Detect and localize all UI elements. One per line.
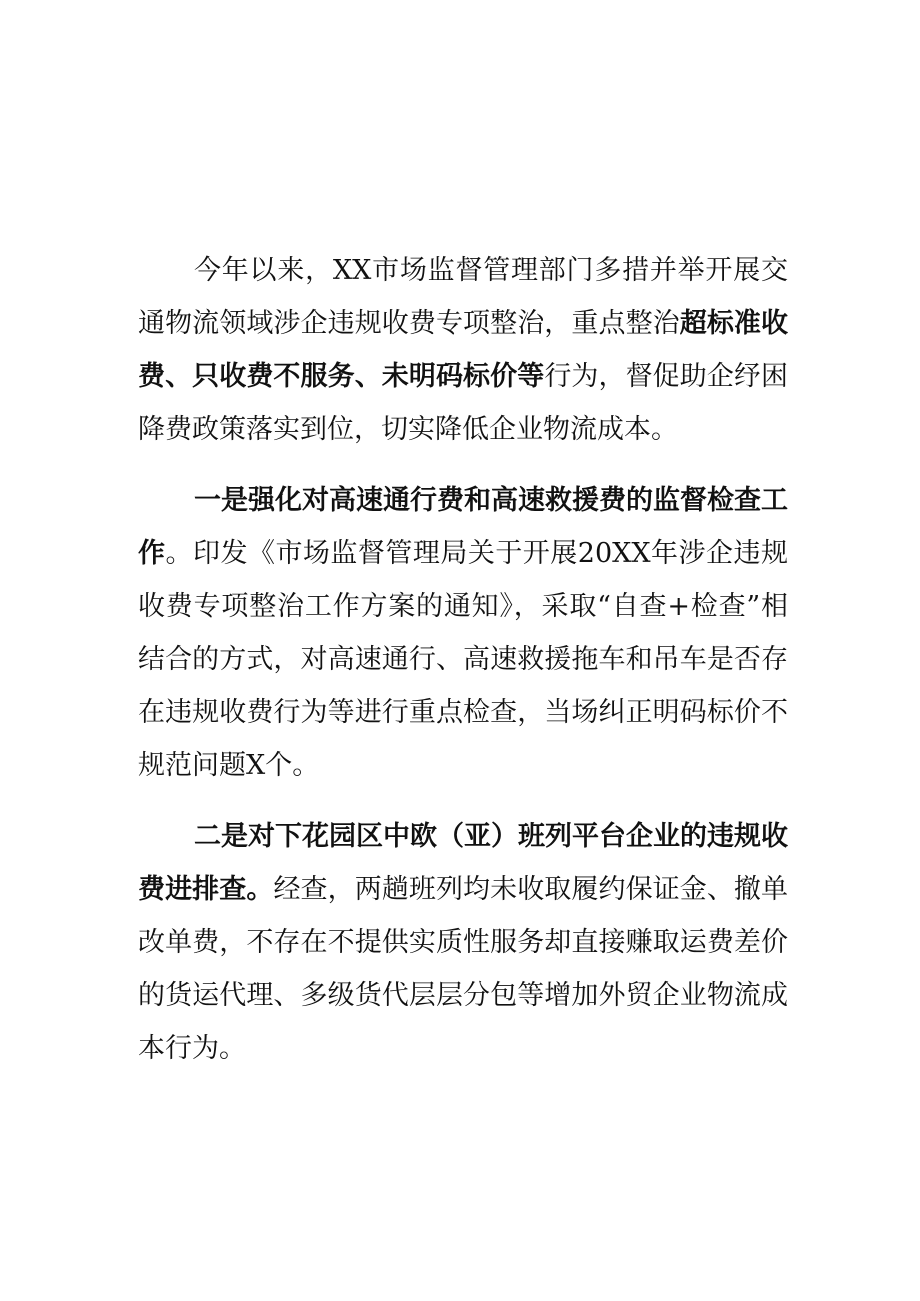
paragraph-intro (138, 244, 788, 456)
intro-text-2: 行为，督促助企纾困降费政策落实到位，切实降低企业物流成本。 (138, 361, 789, 445)
intro-highlight-text: 超标准收费、只收费不服务、未明码标价等 (138, 308, 789, 392)
paragraph-point-one (138, 474, 788, 792)
document-body (138, 244, 788, 1075)
point-one-text: 。印发《市场监督管理局关于开展20XX年涉企违规收费专项整治工作方案的通知》，采取“自查+检查”相结合的方式，对高速通行、高速救援拖车和吊车是否存在违规收费行为等进行重点检查，当场纠正明码标价不规范问题X个。 (138, 538, 789, 781)
paragraph-point-two (138, 810, 788, 1075)
point-one-heading: 一是强化对高速通行费和高速救援费的监督检查工作 (138, 485, 788, 569)
point-two-heading: 二是对下花园区中欧（亚）班列平台企业的违规收费进排查。 (138, 821, 788, 905)
intro-text-1: 今年以来，XX市场监督管理部门多措并举开展交通物流领域涉企违规收费专项整治，重点整治 (138, 255, 788, 339)
point-two-text: 经查，两趟班列均未收取履约保证金、撤单改单费，不存在不提供实质性服务却直接赚取运费差价的货运代理、多级货代层层分包等增加外贸企业物流成本行为。 (138, 874, 789, 1064)
